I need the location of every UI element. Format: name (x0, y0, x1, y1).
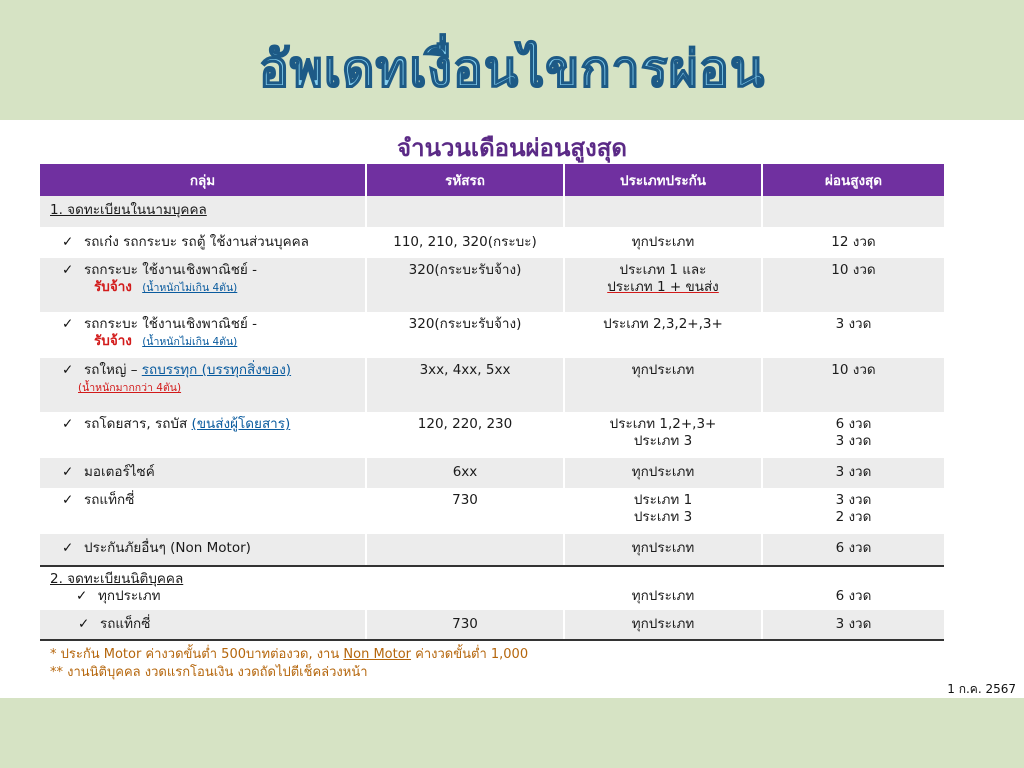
slide-title: อัพเดทเงื่อนไขการผ่อน (258, 39, 766, 98)
insurance-type: ทุกประเภท (564, 358, 762, 412)
table-row (40, 412, 944, 458)
footnote-2: ** งานนิติบุคคล งวดแรกโอนเงิน งวดถัดไปตีเช็คล่วงหน้า (50, 665, 368, 680)
hire-label: รับจ้าง (94, 333, 132, 349)
footnotes (50, 646, 528, 682)
max-installments: 3 งวด (762, 610, 944, 640)
table-row (40, 610, 944, 640)
check-icon: ✓ (62, 492, 74, 508)
table-header-row (40, 164, 944, 196)
table-row (40, 312, 944, 358)
truck-link[interactable]: รถบรรทุก (บรรทุกสิ่งของ) (141, 362, 292, 378)
insurance-type-line2: ประเภท 1 + (607, 279, 686, 295)
group-label: รถกระบะ ใช้งานเชิงพาณิชย์ - (84, 262, 257, 278)
table-row (40, 227, 944, 258)
effective-date: 1 ก.ค. 2567 (947, 682, 1016, 696)
vehicle-code: 320(กระบะรับจ้าง) (366, 258, 564, 312)
max-installments: 10 งวด (762, 258, 944, 312)
footnote-1 (50, 646, 528, 664)
footer-band (0, 698, 1024, 768)
footnote-1-text-end: ค่างวดขั้นต่ำ 1,000 (411, 647, 529, 662)
header-insurance-type: ประเภทประกัน (564, 164, 762, 196)
max-installments: 3 งวด (762, 312, 944, 358)
table-row (40, 488, 944, 534)
vehicle-code: 110, 210, 320(กระบะ) (366, 227, 564, 258)
insurance-type: ประเภท 1 (633, 492, 693, 508)
vehicle-code (366, 534, 564, 566)
check-icon: ✓ (62, 464, 74, 480)
max-installments: 10 งวด (762, 358, 944, 412)
check-icon: ✓ (62, 540, 74, 556)
max-installments: 6 งวด (762, 534, 944, 566)
vehicle-code: 730 (366, 488, 564, 534)
non-motor-link[interactable]: Non Motor (343, 647, 412, 662)
table-row (40, 458, 944, 488)
max-installments-line2: 3 งวด (835, 433, 872, 449)
vehicle-code: 120, 220, 230 (366, 412, 564, 458)
header-max-installments: ผ่อนสูงสุด (762, 164, 944, 196)
max-installments-line2: 2 งวด (835, 509, 872, 525)
insurance-type: ประเภท 2,3,2+,3+ (564, 312, 762, 358)
table-subtitle: จำนวนเดือนผ่อนสูงสุด (397, 134, 627, 162)
check-icon: ✓ (62, 316, 74, 332)
installment-table (40, 164, 944, 641)
section-2-label: 2. จดทะเบียนนิติบุคคล (50, 571, 184, 587)
section-heading-row (40, 196, 944, 227)
insurance-type: ประเภท 1 และ (619, 262, 707, 278)
vehicle-code: 3xx, 4xx, 5xx (366, 358, 564, 412)
weight-note: (น้ำหนักไม่เกิน 4ตัน) (142, 336, 238, 348)
check-icon: ✓ (62, 416, 74, 432)
insurance-type: ประเภท 1,2+,3+ (609, 416, 717, 432)
insurance-type: ทุกประเภท (564, 227, 762, 258)
group-label: รถเก๋ง รถกระบะ รถตู้ ใช้งานส่วนบุคคล (84, 234, 309, 250)
max-installments: 12 งวด (762, 227, 944, 258)
check-icon: ✓ (78, 616, 90, 632)
group-label: ทุกประเภท (98, 588, 161, 604)
group-label: รถแท็กซี่ (100, 616, 151, 632)
insurance-type: ทุกประเภท (564, 610, 762, 640)
header-group: กลุ่ม (40, 164, 366, 196)
table-row (40, 566, 944, 610)
group-label: รถแท็กซี่ (84, 492, 135, 508)
table-row (40, 358, 944, 412)
max-installments: 6 งวด (835, 416, 872, 432)
vehicle-code (366, 566, 564, 610)
section-1-label: 1. จดทะเบียนในนามบุคคล (50, 202, 207, 218)
vehicle-code: 6xx (366, 458, 564, 488)
check-icon: ✓ (62, 362, 74, 378)
insurance-type: ทุกประเภท (564, 534, 762, 566)
check-icon: ✓ (62, 262, 74, 278)
footnote-1-text: * ประกัน Motor ค่างวดขั้นต่ำ 500บาทต่องวด, งาน (50, 647, 344, 662)
max-installments: 3 งวด (835, 492, 872, 508)
vehicle-code: 730 (366, 610, 564, 640)
weight-note: (น้ำหนักมากกว่า 4ตัน) (78, 382, 182, 394)
check-icon: ✓ (62, 234, 74, 250)
max-installments: 6 งวด (762, 566, 944, 610)
weight-note: (น้ำหนักไม่เกิน 4ตัน) (142, 282, 238, 294)
hire-label: รับจ้าง (94, 279, 132, 295)
transport-label: ขนส่ง (685, 279, 719, 295)
group-label: มอเตอร์ไซค์ (84, 464, 155, 480)
insurance-type-line2: ประเภท 3 (633, 433, 693, 449)
check-icon: ✓ (76, 588, 88, 604)
vehicle-code: 320(กระบะรับจ้าง) (366, 312, 564, 358)
group-label: รถโดยสาร, รถบัส (84, 416, 192, 432)
table-row (40, 534, 944, 566)
insurance-type: ทุกประเภท (564, 566, 762, 610)
insurance-type-line2: ประเภท 3 (633, 509, 693, 525)
group-label: รถกระบะ ใช้งานเชิงพาณิชย์ - (84, 316, 257, 332)
group-label: รถใหญ่ – (84, 362, 142, 378)
group-label: ประกันภัยอื่นๆ (Non Motor) (84, 540, 251, 556)
max-installments: 3 งวด (762, 458, 944, 488)
passenger-link[interactable]: (ขนส่งผู้โดยสาร) (191, 416, 291, 432)
header-vehicle-code: รหัสรถ (366, 164, 564, 196)
insurance-type: ทุกประเภท (564, 458, 762, 488)
table-row (40, 258, 944, 312)
